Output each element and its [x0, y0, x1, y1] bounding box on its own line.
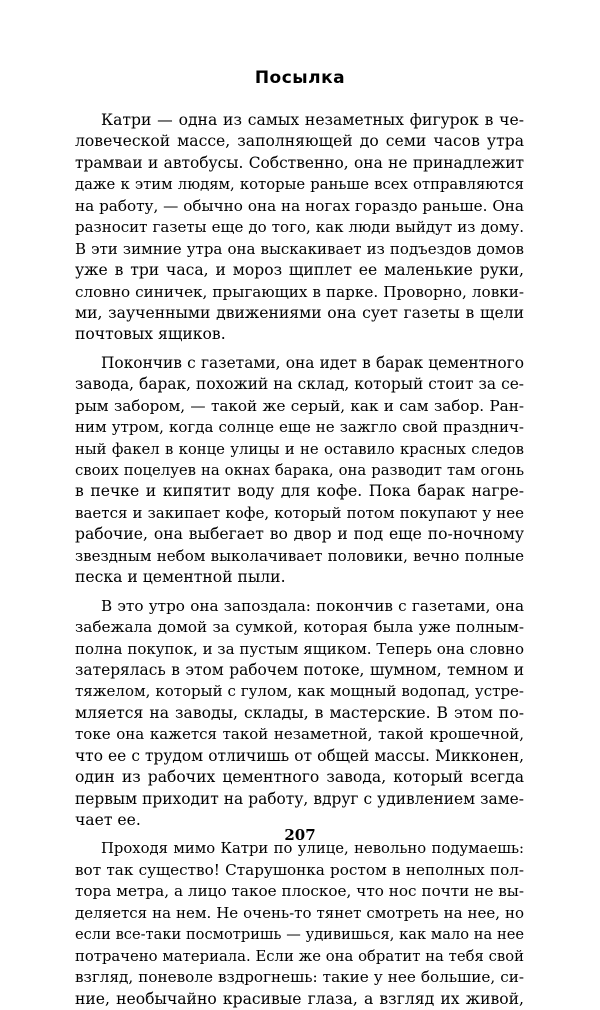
text-line: первым приходит на работу, вдруг с удивлением заме-	[75, 789, 524, 808]
body-text	[75, 110, 524, 1010]
text-line: вот так существо! Старушонка ростом в неполных пол-	[75, 860, 524, 879]
text-line: мляется на заводы, склады, в мастерские. В этом по-	[75, 703, 524, 722]
text-line: полна покупок, и за пустым ящиком. Теперь она словно	[75, 639, 524, 658]
text-line: разносит газеты еще до того, как люди выйдут из дому.	[75, 218, 524, 237]
text-line: если все-таки посмотришь — удивишься, как мало на нее	[75, 926, 524, 944]
chapter-title: Посылка	[254, 68, 346, 88]
text-line: тора метра, а лицо такое плоское, что нос почти не вы-	[75, 882, 524, 901]
text-line: Проходя мимо Катри по улице, невольно подумаешь:	[101, 840, 524, 858]
page-number: 207	[284, 826, 316, 844]
text-line: ним утром, когда солнце еще не зажгло свой празднич-	[75, 418, 524, 437]
text-line: Покончив с газетами, она идет в барак цементного	[101, 353, 524, 372]
text-line: В это утро она запоздала: покончив с газетами, она	[101, 596, 524, 615]
text-line: ми, заученными движениями она сует газеты в щели	[75, 303, 524, 322]
text-line: звездным небом выколачивает половики, вечно полные	[75, 546, 524, 565]
text-line: рабочие, она выбегает во двор и под еще по-ночному	[75, 525, 524, 544]
text-line: затерялась в этом рабочем потоке, шумном, темном и	[75, 660, 524, 679]
text-line: рым забором, — такой же серый, как и сам забор. Ран-	[75, 396, 524, 415]
text-line: чает ее.	[75, 811, 141, 829]
text-line: завода, барак, похожий на склад, который стоит за се-	[75, 375, 524, 394]
text-line: ние, необычайно красивые глаза, а взгляд их живой,	[75, 989, 524, 1008]
text-line: ловеческой массе, заполняющей до семи часов утра	[75, 132, 524, 151]
text-line: своих поцелуев на окнах барака, она разводит там огонь	[75, 462, 524, 479]
text-line: В эти зимние утра она выскакивает из подъездов домов	[75, 239, 524, 258]
text-line: токе она кажется такой незаметной, такой крошечной,	[75, 725, 524, 744]
text-line: вается и закипает кофе, который потом покупают у нее	[75, 503, 524, 522]
text-line: потрачено материала. Если же она обратит на тебя свой	[75, 947, 524, 965]
text-line: что ее с трудом отличишь от общей массы. Микконен,	[75, 746, 524, 765]
text-line: трамваи и автобусы. Собственно, она не принадлежит	[75, 153, 524, 172]
text-line: ный факел в конце улицы и не оставило красных следов	[75, 440, 524, 458]
text-line: даже к этим людям, которые раньше всех отправляются	[75, 176, 524, 194]
text-line: один из рабочих цементного завода, который всегда	[75, 768, 524, 787]
text-line: на работу, — обычно она на ногах гораздо раньше. Она	[75, 196, 524, 215]
text-line: деляется на нем. Не очень-то тянет смотреть на нее, но	[75, 903, 524, 922]
text-line: песка и цементной пыли.	[75, 568, 286, 587]
text-line: тяжелом, который с гулом, как мощный водопад, устре-	[75, 682, 524, 701]
text-line: в печке и кипятит воду для кофе. Пока барак нагре-	[75, 482, 524, 501]
text-line: взгляд, поневоле вздрогнешь: такие у нее большие, си-	[75, 968, 524, 987]
text-line: Катри — одна из самых незаметных фигурок в че-	[101, 111, 524, 129]
text-line: словно синичек, прыгающих в парке. Проворно, ловки-	[75, 282, 524, 301]
text-line: уже в три часа, и мороз щиплет ее маленькие руки,	[75, 261, 524, 280]
text-line: забежала домой за сумкой, которая была уже полным-	[75, 618, 524, 637]
text-line: почтовых ящиков.	[75, 325, 226, 344]
